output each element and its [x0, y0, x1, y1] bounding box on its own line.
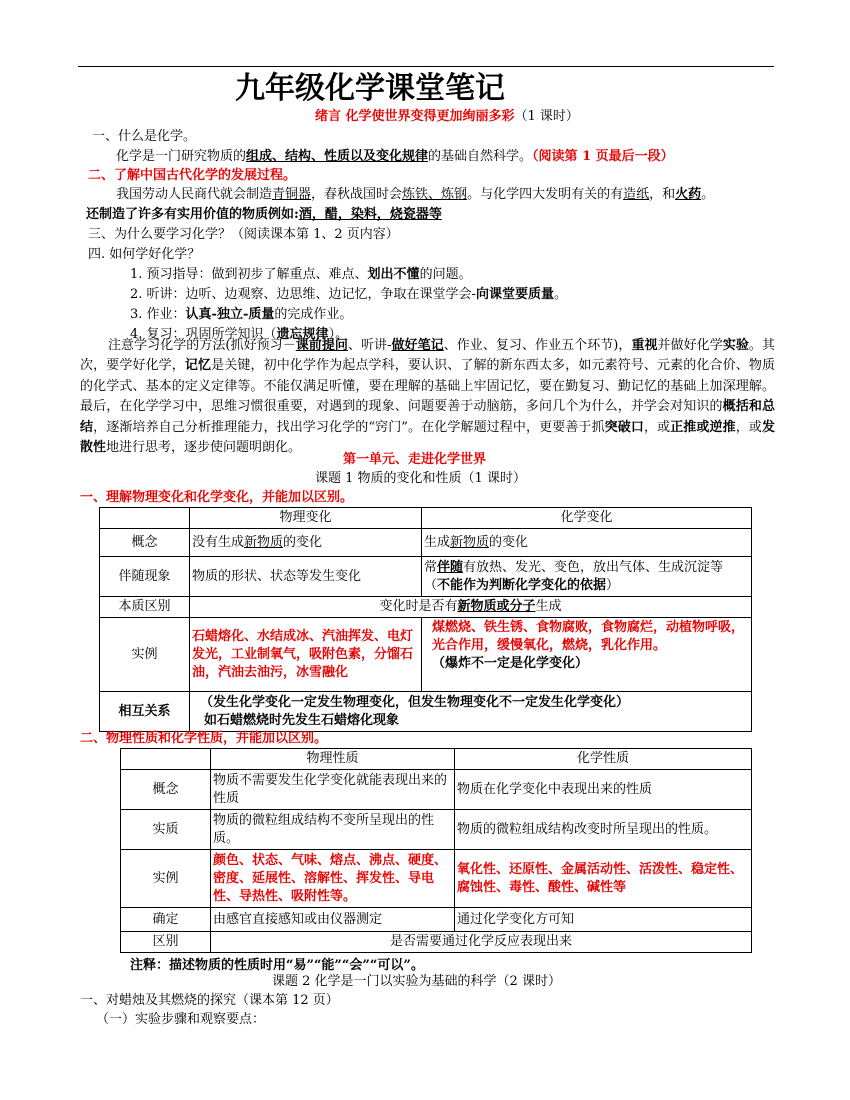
cell: 通过化学变化方可知 [455, 908, 752, 932]
method-1: 1. 预习指导：做到初步了解重点、难点、划出不懂的问题。 [130, 267, 472, 282]
row-label: 实例 [121, 850, 211, 908]
table-row [100, 692, 752, 732]
method-3: 3. 作业：认真-独立-质量的完成作业。 [130, 307, 353, 322]
row-label: 本质区别 [100, 597, 190, 618]
lesson1-heading: 课题 1 物质的变化和性质（1 课时） [315, 471, 526, 486]
row-label: 确定 [121, 908, 211, 932]
property-table-header [121, 749, 752, 770]
cell: 煤燃烧、铁生锈、食物腐败，食物腐烂，动植物呼吸，光合作用，缓慢氧化，燃烧，乳化作用。 （爆炸不一定是化学变化） [422, 618, 752, 692]
unit1-section-2: 二、物理性质和化学性质，并能加以区别。 [80, 731, 328, 746]
cell: 物质的微粒组成结构改变时所呈现出的性质。 [455, 810, 752, 850]
cell: 颜色、状态、气味、熔点、沸点、硬度、密度、延展性、溶解性、挥发性、导电性、导热性、吸附性等。 [211, 850, 455, 908]
chemistry-definition: 化学是一门研究物质的组成、结构、性质以及变化规律的基础自然科学。（阅读第 1 页最后一段） [116, 149, 674, 164]
lesson2-heading: 课题 2 化学是一门以实验为基础的科学（2 课时） [272, 974, 561, 989]
study-method-paragraph: 注意学习化学的方法(抓好预习－课前提问、听讲-做好笔记、作业、复习、作业五个环节)，重视并做好化学实验。其次，要学好化学，记忆是关键，初中化学作为起点学科，要认识、了解的新东西太多，如元素符号、元素的化合价、物质的化学式、基本的定义定律等。不能仅满足听懂，要在理解的基础上牢固记忆，要在勤复习、勤记忆的基础上加深理解。最后，在化学学习中，思维习惯很重要，对遇到的现象、问题要善于动脑筋，多问几个为什么，并学会对知识的概括和总结，逐渐培养自己分析推理能力，找出学习化学的“窍门”。在化学解题过程中，更要善于抓突破口，或正推或逆推，或发散性地进行思考，逐步使问题明朗化。 [80, 338, 775, 456]
cell: 物质在化学变化中表现出来的性质 [455, 770, 752, 810]
header-physical-change: 物理变化 [190, 508, 422, 529]
table-row [121, 932, 752, 953]
unit1-heading: 第一单元、走进化学世界 [343, 452, 487, 467]
table-row [100, 618, 752, 692]
property-table [120, 748, 752, 953]
row-label: 概念 [100, 529, 190, 557]
cell: 物质不需要发生化学变化就能表现出来的性质 [211, 770, 455, 810]
cell: 变化时是否有新物质或分子生成 [190, 597, 752, 618]
cell: 由感官直接感知或由仪器测定 [211, 908, 455, 932]
page-title: 九年级化学课堂笔记 [235, 71, 505, 106]
table-row [100, 557, 752, 597]
lesson2-section-1: 一、对蜡烛及其燃烧的探究（课本第 12 页） [80, 993, 339, 1008]
header-physical-property: 物理性质 [211, 749, 455, 770]
cell: 生成新物质的变化 [422, 529, 752, 557]
cell: 没有生成新物质的变化 [190, 529, 422, 557]
row-label: 相互关系 [100, 692, 190, 732]
cell: 物质的形状、状态等发生变化 [190, 557, 422, 597]
history-line-1: 我国劳动人民商代就会制造青铜器，春秋战国时会炼铁、炼钢。与化学四大发明有关的有造纸，和火药。 [116, 187, 715, 202]
intro-section-4: 四. 如何学好化学？ [88, 247, 201, 262]
row-label: 实质 [121, 810, 211, 850]
unit1-section-1: 一、理解物理变化和化学变化，并能加以区别。 [80, 490, 354, 505]
method-4: 4. 复习：巩固所学知识（遗忘规律）。 [130, 327, 349, 342]
top-rule [78, 66, 774, 67]
intro-section-2: 二、了解中国古代化学的发展过程。 [88, 168, 297, 183]
cell: 石蜡熔化、水结成冰、汽油挥发、电灯发光，工业制氧气，吸附色素，分馏石油，汽油去油污，冰雪融化 [190, 618, 422, 692]
cell: 物质的微粒组成结构不变所呈现出的性质。 [211, 810, 455, 850]
table-row [121, 850, 752, 908]
row-label: 实例 [100, 618, 190, 692]
table-row [100, 529, 752, 557]
table-row [121, 908, 752, 932]
table-row [100, 597, 752, 618]
intro-section-1: 一、什么是化学。 [92, 129, 197, 144]
change-table-header [100, 508, 752, 529]
method-2: 2. 听讲：边听、边观察、边思维、边记忆，争取在课堂学会-向课堂要质量。 [130, 287, 567, 302]
cell: 常伴随有放热、发光、变色，放出气体、生成沉淀等（不能作为判断化学变化的依据） [422, 557, 752, 597]
table-row [121, 810, 752, 850]
cell: 氧化性、还原性、金属活动性、活泼性、稳定性、腐蚀性、毒性、酸性、碱性等 [455, 850, 752, 908]
header-chemical-property: 化学性质 [455, 749, 752, 770]
intro-section-3: 三、为什么要学习化学？（阅读课本第 1、2 页内容） [88, 227, 399, 242]
lesson2-subsection: （一）实验步骤和观察要点： [96, 1012, 266, 1027]
table-row [121, 770, 752, 810]
property-note: 注释：描述物质的性质时用“易”“能”“会”“可以”。 [130, 958, 424, 973]
change-table [99, 507, 752, 732]
row-label: 概念 [121, 770, 211, 810]
history-line-2: 还制造了许多有实用价值的物质例如:酒，醋，染料，烧瓷器等 [86, 207, 442, 222]
header-chemical-change: 化学变化 [422, 508, 752, 529]
row-label: 伴随现象 [100, 557, 190, 597]
row-label: 区别 [121, 932, 211, 953]
cell: 是否需要通过化学反应表现出来 [211, 932, 752, 953]
intro-heading: 绪言 化学使世界变得更加绚丽多彩（1 课时） [315, 109, 579, 124]
cell: （发生化学变化一定发生物理变化，但发生物理变化不一定发生化学变化） 如石蜡燃烧时先发生石蜡熔化现象 [190, 692, 752, 732]
